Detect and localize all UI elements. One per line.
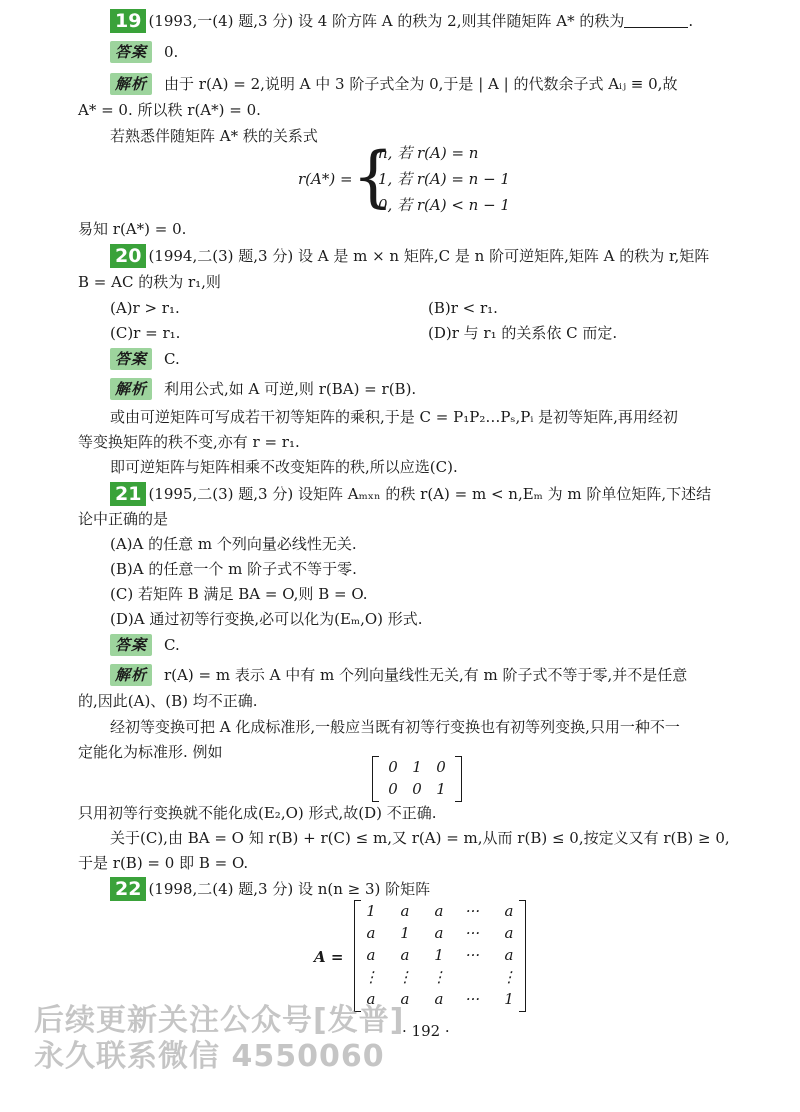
problem-number: 19: [110, 9, 146, 33]
matrix-cell: ⋮: [397, 968, 413, 986]
analysis-tag: 解析: [110, 73, 152, 95]
matrix-cell: 0: [388, 780, 398, 798]
text-line: 的,因此(A)、(B) 均不正确.: [78, 692, 258, 710]
option-c: (C)r = r₁.: [110, 324, 181, 342]
answer-blank: [624, 13, 688, 28]
matrix-cell: a: [504, 946, 514, 964]
left-brace: {: [352, 138, 394, 215]
problem-number: 20: [110, 244, 146, 268]
matrix-cell: 0: [412, 780, 422, 798]
problem-19-statement: 19 (1993,一(4) 题,3 分) 设 4 阶方阵 A 的秩为 2,则其伴随矩阵 A* 的秩为 .: [110, 9, 693, 33]
matrix-cell: a: [366, 946, 376, 964]
answer-tag: 答案: [110, 41, 152, 63]
page-number: · 192 ·: [402, 1022, 450, 1040]
problem-20-analysis: 解析 利用公式,如 A 可逆,则 r(BA) = r(B).: [110, 378, 416, 400]
problem-number: 22: [110, 877, 146, 901]
piecewise-formula: [292, 140, 552, 218]
matrix-cell: 0: [388, 758, 398, 776]
left-bracket: [372, 756, 379, 802]
matrix-cell: a: [400, 946, 410, 964]
option-c: (C) 若矩阵 B 满足 BA = O,则 B = O.: [110, 585, 368, 603]
matrix-cell: 1: [436, 780, 446, 798]
matrix-cell: a: [366, 924, 376, 942]
matrix-cell: a: [434, 990, 444, 1008]
problem-22-statement: 22 (1998,二(4) 题,3 分) 设 n(n ≥ 3) 阶矩阵: [110, 877, 430, 901]
matrix-cell: ···: [465, 902, 481, 920]
matrix-cell: ⋮: [431, 968, 447, 986]
answer-tag: 答案: [110, 634, 152, 656]
right-bracket: [519, 900, 526, 1012]
problem-20-statement: 20 (1994,二(3) 题,3 分) 设 A 是 m × n 矩阵,C 是 n 阶可逆矩阵,矩阵 A 的秩为 r,矩阵: [110, 244, 709, 268]
text-line: A* = 0. 所以秩 r(A*) = 0.: [78, 101, 261, 119]
matrix-cell: ···: [465, 946, 481, 964]
option-d: (D)r 与 r₁ 的关系依 C 而定.: [428, 324, 618, 342]
text-line: B = AC 的秩为 r₁,则: [78, 273, 221, 291]
matrix-cell: 1: [504, 990, 514, 1008]
matrix-label: A =: [314, 948, 344, 966]
matrix-cell: a: [366, 990, 376, 1008]
problem-19-answer: 答案 0.: [110, 41, 178, 63]
option-d: (D)A 通过初等行变换,必可以化为(Eₘ,O) 形式.: [110, 610, 423, 628]
text-line: 即可逆矩阵与矩阵相乘不改变矩阵的秩,所以应选(C).: [110, 458, 458, 476]
problem-20-answer: 答案 C.: [110, 348, 180, 370]
text-line: 或由可逆矩阵可写成若干初等矩阵的乘积,于是 C = P₁P₂…Pₛ,Pᵢ 是初等矩阵,再用经初: [110, 408, 678, 426]
option-a: (A)A 的任意 m 个列向量必线性无关.: [110, 535, 357, 553]
problem-number: 21: [110, 482, 146, 506]
option-b: (B)r < r₁.: [428, 299, 498, 317]
text-line: 只用初等行变换就不能化成(E₂,O) 形式,故(D) 不正确.: [78, 804, 437, 822]
piecewise-case: 0, 若 r(A) < n − 1: [378, 196, 510, 214]
matrix-cell: 1: [400, 924, 410, 942]
problem-21-statement: 21 (1995,二(3) 题,3 分) 设矩阵 Aₘₓₙ 的秩 r(A) = m < n,Eₘ 为 m 阶单位矩阵,下述结: [110, 482, 711, 506]
matrix-cell: a: [400, 990, 410, 1008]
problem-21-analysis: 解析 r(A) = m 表示 A 中有 m 个列向量线性无关,有 m 阶子式不等于零,并不是任意: [110, 664, 687, 686]
right-bracket: [455, 756, 462, 802]
matrix-cell: ···: [465, 924, 481, 942]
matrix-cell: 1: [434, 946, 444, 964]
matrix-cell: a: [400, 902, 410, 920]
text-line: 于是 r(B) = 0 即 B = O.: [78, 854, 249, 872]
option-b: (B)A 的任意一个 m 阶子式不等于零.: [110, 560, 357, 578]
text-line: 关于(C),由 BA = O 知 r(B) + r(C) ≤ m,又 r(A) = m,从而 r(B) ≤ 0,按定义又有 r(B) ≥ 0,: [110, 829, 730, 847]
piecewise-case: 1, 若 r(A) = n − 1: [378, 170, 510, 188]
matrix-cell: a: [434, 902, 444, 920]
text-line: 等变换矩阵的秩不变,亦有 r = r₁.: [78, 433, 300, 451]
watermark-line: 后续更新关注公众号[发普]: [34, 1003, 405, 1038]
example-matrix: [372, 756, 462, 800]
matrix-a: [354, 900, 526, 1010]
matrix-cell: ···: [465, 990, 481, 1008]
matrix-cell: a: [434, 924, 444, 942]
matrix-cell: ⋮: [501, 968, 517, 986]
matrix-cell: 1: [366, 902, 376, 920]
problem-21-answer: 答案 C.: [110, 634, 180, 656]
analysis-tag: 解析: [110, 664, 152, 686]
matrix-cell: 1: [412, 758, 422, 776]
text-line: 论中正确的是: [78, 510, 169, 528]
watermark-line: 永久联系微信 4550060: [34, 1039, 385, 1074]
matrix-cell: 0: [436, 758, 446, 776]
text-line: 经初等变换可把 A 化成标准形,一般应当既有初等行变换也有初等列变换,只用一种不一: [110, 718, 680, 736]
answer-tag: 答案: [110, 348, 152, 370]
piecewise-lhs: r(A*) =: [298, 170, 353, 188]
matrix-cell: a: [504, 924, 514, 942]
text-line: 易知 r(A*) = 0.: [78, 220, 187, 238]
text-line: 定能化为标准形. 例如: [78, 743, 223, 761]
matrix-cell: a: [504, 902, 514, 920]
matrix-cell: ⋮: [363, 968, 379, 986]
text-line: 若熟悉伴随矩阵 A* 秩的关系式: [110, 127, 318, 145]
piecewise-case: n, 若 r(A) = n: [378, 144, 479, 162]
option-a: (A)r > r₁.: [110, 299, 180, 317]
problem-19-analysis: 解析 由于 r(A) = 2,说明 A 中 3 阶子式全为 0,于是 | A | 的代数余子式 Aᵢⱼ ≡ 0,故: [110, 73, 677, 95]
analysis-tag: 解析: [110, 378, 152, 400]
